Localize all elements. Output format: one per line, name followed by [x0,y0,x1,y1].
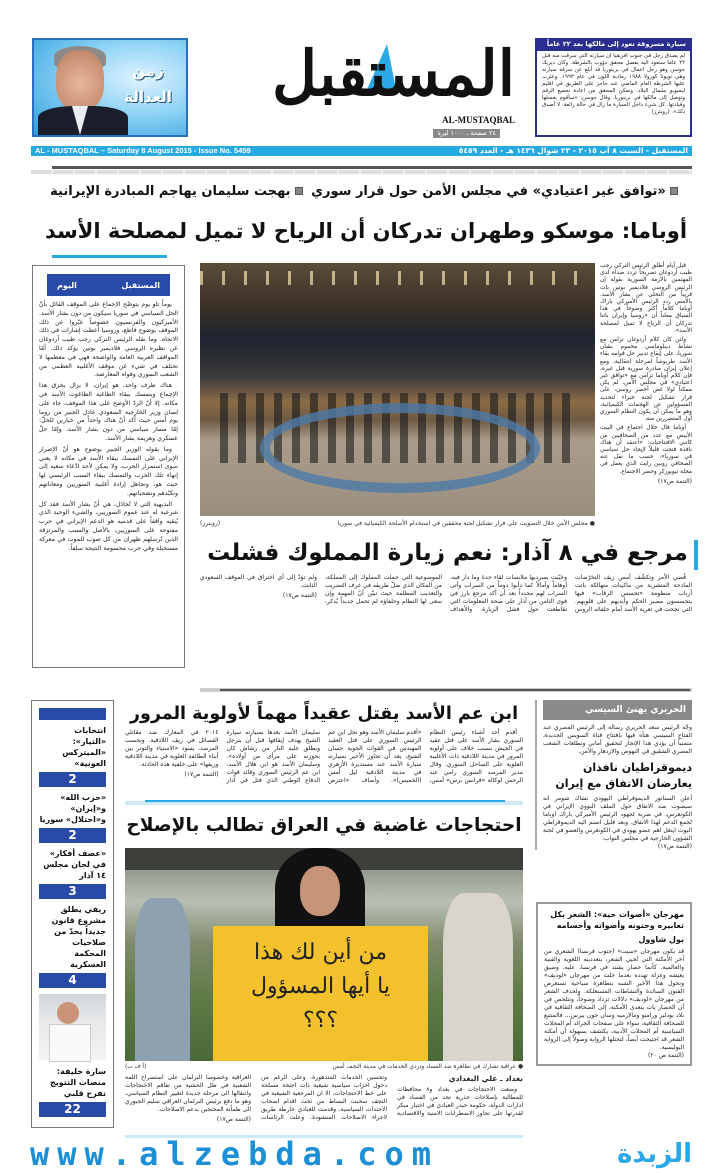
lead-subheads [40,183,692,201]
photo-credit: (رويترز) [200,520,221,527]
continued-link[interactable]: (التتمة ص١٧) [184,771,219,778]
festival-text: قد يكون مهرجان «سيت» (جنوب فرنسا) الشعري من آخر الأمكنة التي تُحيي الشعر، بتعدديته اللغوية والفنية والعالمية. كأنما حصار يشتد في فرنسا، عليه، وضيق يعيشه وعزلة تهدده بعدما خلت من مهرجان «لوديف» وتحول هذا الأخير الشبه بتظاهرة سياحية تستعرض الفنون السائدة والنشاطات المستعلكة. ولحذف الشعر من مهرجان «لوديف» دلالات تزداد وضوحاً، وتتلخص في أن الحصار بات يتعدى الأمكنة، إلى الصحافة الثقافية في بلاد بودلير ورامبو ومالارميه وسان جون بيرس... فالمتتبع للصحافة الثقافية، سواء على صفحات الجرائد أم المجلات السياسية أم المجلات الأدبية، يكتشف بسهولة أن أمكنة الشعر قد اجتيحت أيضاً، لتحتلها الرواية وصولاً إلى الرواية البوليسية. [544,948,684,1051]
newspaper-logo[interactable] [215,36,515,144]
hariri-sisi-title[interactable]: الحريري يهنئ السيسي [543,700,692,720]
portrait-slogan: زمن العدالة [124,62,172,106]
brief-text: لم يصدق رجل في جنوب افريقيا ان سيارته التي سرقت منه قبل ٢٢ عاما ستعود اليه بفضل محقق دؤوب بالشرطة. وكان ديريك جوسن وهو رجل اعمال في بريتوريا قد أبلغ عن سرقة سيارته وهي تويوتا كورولا ١٩٨٨ رمادية اللون في عام ١٩٩٣. وعثرت عليها الشرطة العام الماضي عند حاجز على الطريق في اقليم ليمبوبو بشمال البلاد. وتمكن المحقق من اعادة تجميع الرقم وتوصل إلى مالكها في بريتوريا. وقال جوسن: «سأقوم بغسلها وقيادتها. كل شيء داخل السيارة ما زال في حالة رائعة. لا أصدق ذلك». (رويترز) [542,53,685,115]
festival-headline[interactable]: مهرجان «أصوات حية»: الشعر بكل تعابيره وجنونه وأصواته وأجسامه [550,910,684,930]
lead-photo-caption [200,519,595,528]
democrats-headline[interactable]: ديموقراطيان نافذان يعارضان الاتفاق مع إيران [555,761,692,790]
page-number: 4 [39,973,106,988]
brief-news-box [535,38,692,137]
logo-latin: AL-MUSTAQBAL [442,115,515,125]
sidebar-item[interactable]: سارة خليفة: منصات التتويج تفرح قلبي [50,1067,106,1098]
dateline-arabic: المستقبل - السبت ٨ آب ٢٠١٥ - ٢٣ شوال ١٤٣٦ هـ - العدد ٥٤٥٩ [458,146,688,155]
assad-cousin-headline-row [125,701,523,727]
editorial-box [32,265,185,668]
sidebar-item[interactable]: «عصف أفكار» في لجان مجلس ١٤ آذار [43,849,106,880]
sidebar-item[interactable]: انتخابات «التيار»: «الميتركس العونية» [62,726,106,768]
democrats-text: أعلن السناتور الديموقراطي اليهودي تشاك شومر انه سيصوت ضد الاتفاق حول الملف النووي الإيراني في الكونغرس، في ضربة لجهود الرئيس الأميركي باراك اوباما لجمع الدعم لهذا الاتفاق. وبعد قليل انضم اليه الديموقراطي اليوت اينغل اهم عضو يهودي في الكونغرس والعضو في لجنة الشؤون الخارجية في مجلس النواب. [543,795,692,842]
editorial-label: اليوم [57,280,77,290]
assad-cousin-text: أقدم أحد أشباء رئيس النظام السوري بشار الأسد على قتل عقيد في الجيش بسبب خلاف على أولوية المرور في مدينة اللاذقية ذات الأغلبية العلوية على الساحل السوري. وقال مدير المرصد السوري رامي عبد الرحمن لوكالة «فرانس برس» أمس، «أقدم سليمان الأسد وهو نجل ابن عم الرئيس السوري على قتل العقيد المهندس في القوات الجوية حسان الشيخ، بعد أن تجاوز الأخير بسيارته سيارة الأسد عند مستديرة الأزهري في مدينة اللاذقية ليل أمس (الخميس)». وأضاف «اعترض سليمان الأسد بعدها بسيارته سيارة الشيخ بهدف إيقافها قبل أن يترجل ويطلق عليه النار من رشاش كان بحوزته على مرأى من أولاده». وسليمان الأسد هو ابن هلال الأسد، ابن عم الرئيس السوري وقائد قوات الدفاع الوطني الذي قتل في آذار ٢٠١٤ في المعارك ضد مقاتلي الفصائل في ريف اللاذقية. وبحسب المرصد، يسود «الاستياء والتوتر بين أبناء الطائفة العلوية في مدينة اللاذقية وريفها» على خلفية هذه الحادثة. (التتمة ص١٧) [125,729,523,784]
continued-link[interactable]: (التتمة ص١٧) [657,477,692,485]
continued-link[interactable]: (التتمة ص١٧) [282,592,317,599]
accent-bar [694,540,698,570]
bullet-square-icon [295,187,303,195]
page-number: 3 [39,884,106,899]
continued-link[interactable]: (التتمة ص ٢٠) [647,1052,684,1059]
lead-article-text: قبل أيام أطلق الرئيس التركي رجب طيب أردوغان تصريحاً تردد صداه لدى المهتمين بالأزمة السورية بقوله إن الرئيس الروسي فلاديمير بوتين بات قريباً من التخلي عن بشار الأسد. بالأمس ردد الرئيس الأميركي باراك أوباما كلاماً أكثر وضوحاً في هذا السياق معلناً أن «روسيا وإيران باتتا تدركان أن الرياح لا تميل لمصلحة الأسد». ولئن كان كلام أردوغان تزامن مع نشاط ديبلوماسي محموم بشأن سوريا، على إيقاع تدبير حل قوامه بقاء الأسد طربوشاً لمرحلة انتقالية، ومع إعلان إيران مبادرة سورية قبل غيره، فإن كلام أوباما تزامن مع «توافق غير اعتيادي» في مجلس الأمن، لم يكن ممكناً لولا غض أخضر روسي، على قرار تشكيل لجنة خبراء لتحديد المسؤولين عن الهجمات الكيميائية، وهو ما يمكن أن يكون النظام السوري أول المتضررين منه. أوباما قال خلال اجتماع في البيت الأبيض مع عدد من الصحافيين من كاتبي الافتتاحيات: «أعتقد أن هناك نافذة فتحت قليلاً لإيجاد حل سياسي في سوريا»، حسب ما نقل عنه الصحافي روبين رايت الذي يعمل في مجلة نيويوركر وحضر الاجتماع. (التتمة ص١٧) [600,263,692,485]
portrait-face [56,50,104,110]
brief-title[interactable]: سيارة مسروقة تعود إلى مالكها بعد ٢٢ عاماً [537,38,690,51]
right-column [535,700,692,850]
divider [31,170,692,174]
page-number: 2 [39,772,106,787]
page-number: 22 [39,1102,106,1117]
caption-text: ● عراقية تشارك في تظاهرة ضد الفساد وتردي الخدمات في مدينة النجف أمس [332,1064,523,1070]
editorial-brand: المستقبل [121,280,160,290]
divider [220,689,690,691]
divider [52,166,692,169]
page-number: 2 [39,828,106,843]
continued-link[interactable]: (التتمة ص١٧) [216,1116,251,1123]
iraq-headline[interactable]: احتجاجات غاضبة في العراق تطالب بالإصلاح [126,815,522,836]
dateline-english: AL - MUSTAQBAL – Saturday 8 August 2015 - Issue No. 5459 [35,146,251,155]
second-headline-row [205,534,690,572]
hariri-portrait-box [32,38,188,137]
bullet-square-icon [670,187,678,195]
inside-pages-sidebar [31,700,114,1128]
iraq-headline-row [125,811,523,841]
second-article-text: قُضي الأمر وتكشّف أمس زيف التخرّصات المادحة المتشرية من ماكينات متهالكة باتت أرباب منظومة «تحسس الرقاب» فيها يتحسسون مصير الحكم وأيديهم على قلوبهم. التي نجحت في تعرية الأسد أمام حلفائه الروس وخيّبت بسرديها ملابسات لقاء جدة وما دار فيه، أوهاماً وآمالاً كما دأبوا دوماً من السراب وأتى السراب لهم مجدداً بعد أن أكد مرجع بارز في قوى الثامن من آذار على صحة المعلومات التي تقاطعت حول فشل الزيارة. والأهداف الموضوعية التي حملت المملوك إلى المملكة، من المكان الذي ضلّ طريقه في غرف التضريب والتعذيب المظلمة حيث تبيّن أنّ المهمة وإن سعى لها النظام وحلفاؤه لم تحمل جديداً يُذكر، ولم تؤدّ إلى أي اختراق في الموقف السعودي الثابت. (التتمة ص١٧) [200,574,692,613]
hariri-sisi-text: وجّه الرئيس سعد الحريري رسالة إلى الرئيس المصري عبد الفتاح السيسي هنأه فيها بافتتاح قناة السويس الجديدة، متمنياً أن يؤدي هذا الإنجاز لتحقيق أماني وتطلعات الشعب المصري الشقيق في النهوض والازدهار والأمن. [543,724,692,755]
poetry-festival-box [536,902,692,1066]
continued-link[interactable]: (التتمة ص١٧) [657,843,692,850]
athlete-photo[interactable] [39,994,106,1060]
lead-headline-row [40,209,692,253]
caption-text: ● مجلس الأمن خلال التصويت على قرار تشكيل لجنة محققين في استخدام الأسلحة الكيميائية في سوريا [337,520,595,527]
dateline-strip [31,146,692,156]
byline: بغداد ـ علي البغدادي [448,1074,523,1083]
iraq-article-text: بغداد ـ علي البغدادي وضعت الاحتجاجات في بغداد و٨ محافظات للمطالبة بإصلاحات جذرية تحد من الفساد في ادارات الدولة، حكومة حيدر العبادي في اختبار مبكر لقدرتها على تجاوز الاضطرابات الامنية والاقتصادية وتحسين الخدمات المتدهورة. وعلى الرغم من دخول احزاب سياسية شيعية ذات اجنحة مسلحة على خط الاحتجاجات، الا ان المرجعية الشيعية في النجف سحبت البساط من تحت اقدام اصحاب الاجندات السياسية، وقدمت للعبادي خارطة طريق لاجراء الاصلاحات المنشودة. وعلت الرئاسات العراقية وخصوصا البرلمان على استصراخ اللمة الشعبية في ظل الخشية من تفاقم الاحتجاجات وانتقالها الى مرحلة جديدة لتغيير النظام السياسي، وهو ما دفع برئيس البرلمان العراقي سليم الجبوري الى طمأنة المحتجين بدعم الاصلاحات. (التتمة ص١٧) [125,1074,523,1123]
iraq-photo-caption [125,1063,523,1072]
watermark-url[interactable]: www.alzebda.com [30,1135,439,1173]
photo-credit: (أ ف ب) [125,1064,147,1070]
author-name: بول شاوول [638,935,684,944]
second-headline[interactable]: مرجع في ٨ آذار: نعم زيارة المملوك فشلت [207,540,688,566]
sidebar-header-bar [39,708,106,720]
lead-headline[interactable]: أوباما: موسكو وطهران تدركان أن الرياح لا تميل لمصلحة الأسد [44,219,688,243]
alzebda-logo: الزبدة [617,1139,692,1169]
divider [52,255,167,258]
editorial-text: يوماً تلو يوم يتوضّح الإجماع على الموقف القائل بأنّ الحل السياسي في سوريا سيكون من دون بشار الأسد. الأميركيون والفرنسيون خصوصاً عبّروا عن ذلك الموقف بوضوح قاطع، وروسيا أعطت إشارات في ذلك الاتجاه. وما نقله الرئيس التركي رجب طيب أردوغان عن نظيره الروسي فلاديمير بوتين يؤكد ذلك. أمّا المواقف العربية العامة والواضحة فهي في معظمها لا تختلف في شيء عن موقف الأغلبية العظمى من الشعب السوري وقواه المعارضة. هناك طرف واحد، هو إيران، لا يزال يخرق هذا الإجماع ويتمسك ببقاء الطاغية الطاغوت الأسد في مكانه. إلا أنّ الردّ الأوضح على هذا الموقف، جاء على لسان وزير الخارجية السعودي عادل الجبير من روما يوم أمس حيث أكد أنّ هناك واحداً من خيارين للحلّ: إمّا مسار سياسي من دون بشار الأسد، وإمّا حلّ عسكري وهزيمة بشار الأسد. وما يقوله الوزير الجبير بوضوح هو أنّ الإصرار الإيراني على التمسك ببقاء الأسد في مكانه لا يعني سوى استمرار الحرب، ولا يمكن لأحد ادّعاء سعيه إلى إنهاء تلك الحرب والتمسك ببقاء السبب الرئيسي لها حيث هو، وتجاهل إرادة أغلبية السوريين ومعاناتهم وتكبّدهم وتضحياتهم. البديهية التي لا تُجادَل، هي أنّ بشار الأسد فقد كل شرعية له عند عموم السوريين، والشيء الوحيد الذي يُبقيه واقفاً على قدميه هو الدعم الإيراني في حرب مفتوحة على السوريين، بالأصل والسبب والمرتزقة الذين تُرسلهم طهران من كل صوب للموت في معركة مستحيلة وفي حرب محسومة النتيجة سلفاً. [39,301,178,552]
subhead-1[interactable]: «توافق غير اعتيادي» في مجلس الأمن حول قرار سوري [311,184,666,199]
assad-cousin-headline[interactable]: ابن عم الأسد يقتل عقيداً مهماً لأولوية المرور [129,704,519,724]
sidebar-item[interactable]: ريفي يطلق مشروع قانون جديداً يحدّ من صلاحيات المحكمة العسكرية [51,905,106,969]
protest-sign: من أين لك هذا يا أيها المسؤول ؟؟؟ [213,926,428,1061]
logo-arabic: المستقبل [271,37,515,110]
subhead-2[interactable]: بهجت سليمان يهاجم المبادرة الإيرانية [50,184,291,199]
divider [145,800,505,802]
iraq-protest-photo[interactable] [125,848,523,1061]
sidebar-item[interactable]: «حزب الله» و«إيران» و«احتلال» سوريا [39,793,106,824]
editorial-header [47,274,170,296]
price-label: ٢٤ صفحة ـ ١٠٠٠ ليرة [433,129,500,138]
security-council-photo[interactable] [200,263,595,516]
